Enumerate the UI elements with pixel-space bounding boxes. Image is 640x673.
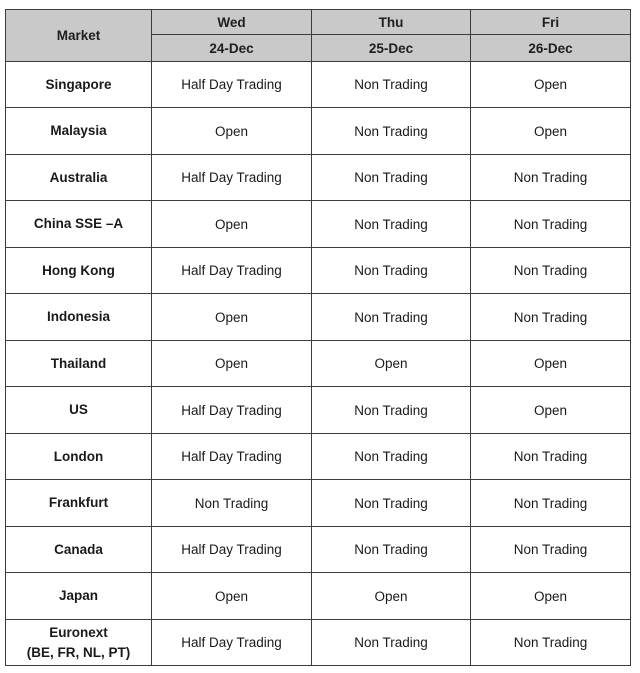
status-cell-thu: Open [312, 573, 471, 620]
table-body [6, 62, 631, 666]
market-name-cell [6, 155, 152, 201]
status-cell-thu: Non Trading [312, 620, 471, 666]
market-name: Malaysia [50, 123, 107, 138]
table-row [6, 434, 631, 480]
market-name: China SSE –A [33, 216, 124, 231]
status-cell-fri: Non Trading [471, 201, 631, 248]
market-name-cell [6, 108, 152, 155]
status-cell-fri: Open [471, 387, 631, 434]
holiday-trading-schedule [5, 9, 631, 666]
market-name-cell [6, 620, 152, 666]
status-cell-wed: Half Day Trading [152, 155, 312, 201]
market-name-cell [6, 341, 152, 387]
status-cell-thu: Non Trading [312, 108, 471, 155]
table-row [6, 620, 631, 666]
status-cell-thu: Non Trading [312, 201, 471, 248]
date-header-wed: 24-Dec [152, 35, 312, 62]
market-name: Frankfurt [48, 495, 109, 510]
status-cell-wed: Open [152, 201, 312, 248]
market-name-cell [6, 387, 152, 434]
status-cell-wed: Open [152, 108, 312, 155]
market-name: Singapore [45, 76, 112, 92]
status-cell-wed: Half Day Trading [152, 62, 312, 108]
market-name-cell [6, 62, 152, 108]
header-day-row [6, 10, 631, 35]
market-name-cell [6, 434, 152, 480]
market-name: Indonesia [46, 309, 110, 324]
market-name-sub: (BE, FR, NL, PT) [26, 644, 131, 660]
status-cell-thu: Non Trading [312, 155, 471, 201]
status-cell-thu: Non Trading [312, 248, 471, 294]
status-cell-fri: Non Trading [471, 434, 631, 480]
market-name: Euronext [49, 624, 108, 640]
status-cell-wed: Half Day Trading [152, 434, 312, 480]
status-cell-fri: Non Trading [471, 248, 631, 294]
status-cell-wed: Open [152, 341, 312, 387]
status-cell-fri: Open [471, 62, 631, 108]
table-row [6, 155, 631, 201]
table-row [6, 108, 631, 155]
status-cell-thu: Open [312, 341, 471, 387]
market-name: Thailand [50, 355, 107, 371]
status-cell-fri: Open [471, 341, 631, 387]
status-cell-wed: Half Day Trading [152, 527, 312, 573]
status-cell-fri: Non Trading [471, 480, 631, 527]
market-name-cell [6, 294, 152, 341]
status-cell-wed: Non Trading [152, 480, 312, 527]
status-cell-thu: Non Trading [312, 480, 471, 527]
table-row [6, 341, 631, 387]
status-cell-thu: Non Trading [312, 434, 471, 480]
table-header [6, 10, 631, 62]
status-cell-wed: Open [152, 573, 312, 620]
date-header-thu: 25-Dec [312, 35, 471, 62]
market-name: US [69, 402, 88, 417]
market-name: London [53, 448, 104, 464]
table-row [6, 294, 631, 341]
status-cell-fri: Non Trading [471, 620, 631, 666]
status-cell-fri: Non Trading [471, 155, 631, 201]
day-header-fri: Fri [471, 10, 631, 35]
table-row [6, 527, 631, 573]
market-column-header: Market [6, 10, 152, 62]
market-name-cell [6, 248, 152, 294]
market-name-cell [6, 201, 152, 248]
status-cell-wed: Half Day Trading [152, 387, 312, 434]
table-row [6, 387, 631, 434]
day-header-wed: Wed [152, 10, 312, 35]
status-cell-wed: Open [152, 294, 312, 341]
market-name-cell [6, 527, 152, 573]
status-cell-thu: Non Trading [312, 62, 471, 108]
status-cell-fri: Non Trading [471, 294, 631, 341]
status-cell-fri: Non Trading [471, 527, 631, 573]
market-name-cell [6, 573, 152, 620]
market-name: Hong Kong [42, 262, 115, 278]
table-row [6, 573, 631, 620]
table-row [6, 62, 631, 108]
table-row [6, 201, 631, 248]
schedule-table [5, 9, 631, 666]
market-name-cell [6, 480, 152, 527]
status-cell-thu: Non Trading [312, 294, 471, 341]
status-cell-wed: Half Day Trading [152, 248, 312, 294]
date-header-fri: 26-Dec [471, 35, 631, 62]
table-row [6, 248, 631, 294]
status-cell-thu: Non Trading [312, 387, 471, 434]
table-row [6, 480, 631, 527]
status-cell-fri: Open [471, 573, 631, 620]
day-header-thu: Thu [312, 10, 471, 35]
market-name: Canada [54, 541, 103, 557]
market-name: Australia [49, 169, 108, 185]
status-cell-thu: Non Trading [312, 527, 471, 573]
status-cell-fri: Open [471, 108, 631, 155]
status-cell-wed: Half Day Trading [152, 620, 312, 666]
market-name: Japan [58, 588, 99, 603]
